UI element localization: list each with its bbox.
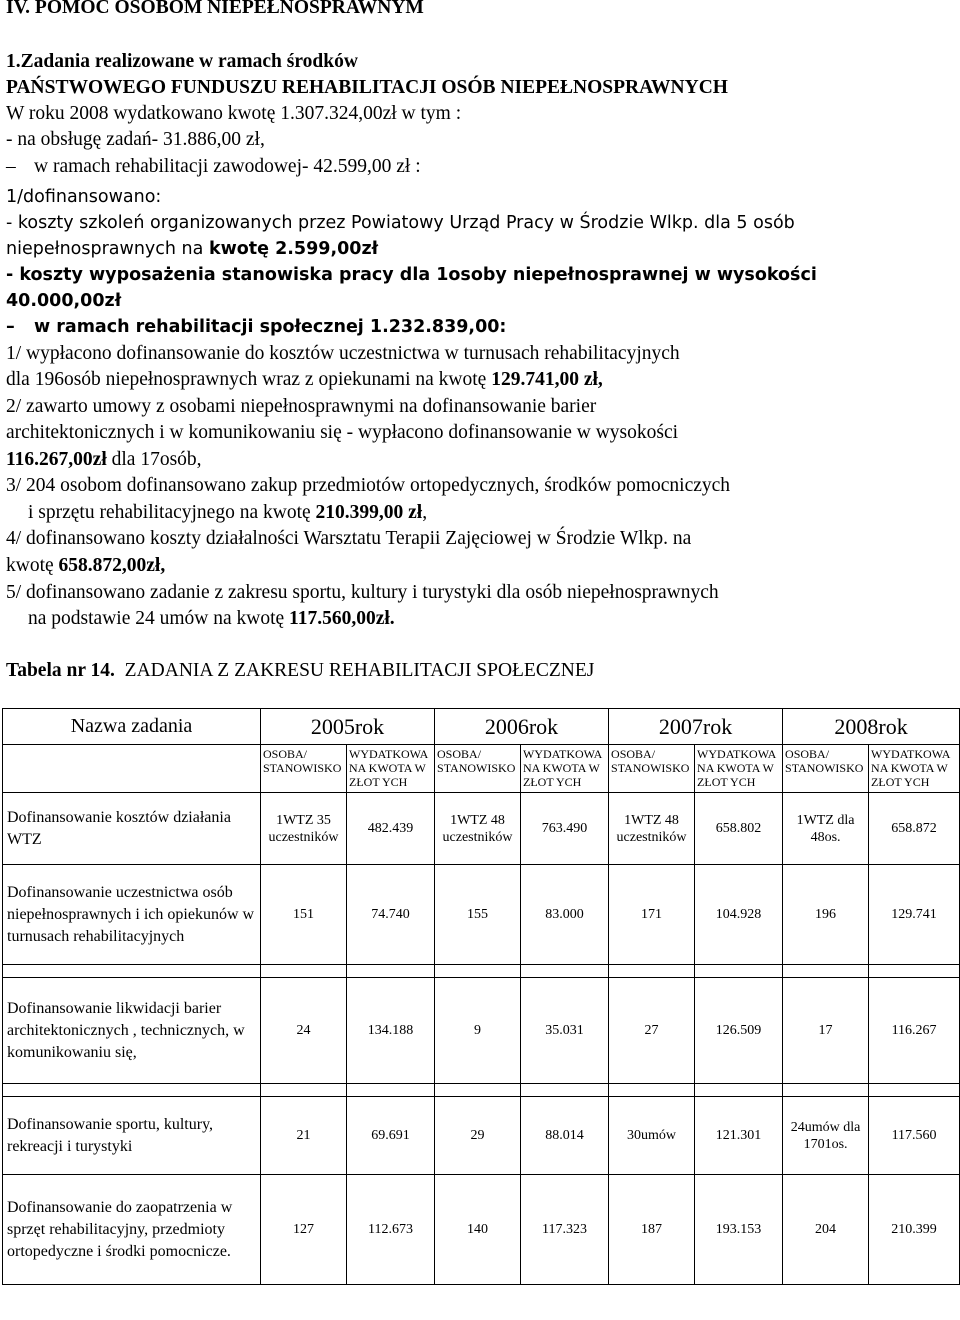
cell-persons: 1WTZ 48 uczestników	[609, 793, 695, 865]
cell-amount: 121.301	[695, 1097, 783, 1175]
cell-persons: 9	[435, 978, 521, 1084]
chapter-heading: IV. POMOC OSOBOM NIEPEŁNOSPRAWNYM	[6, 0, 424, 18]
header-year: 2006rok	[435, 709, 609, 745]
section-title: 1.Zadania realizowane w ramach środków	[6, 51, 358, 72]
cell-persons: 140	[435, 1175, 521, 1285]
cell-amount: 83.000	[521, 865, 609, 965]
row-task-name: Dofinansowanie do zaopatrzenia w sprzęt rehabilitacyjny, przedmioty ortopedyczne i środki pomocnicze.	[3, 1175, 261, 1285]
subheader-persons: OSOBA/ STANOWISKO	[783, 745, 869, 793]
cell-persons: 171	[609, 865, 695, 965]
cell-persons: 30umów	[609, 1097, 695, 1175]
point-4-line-2: kwotę 658.872,00zł,	[6, 555, 166, 576]
cell-persons: 21	[261, 1097, 347, 1175]
table-row	[3, 1097, 960, 1175]
sub-title: 1/dofinansowano:	[6, 187, 162, 207]
cell-amount: 116.267	[869, 978, 960, 1084]
cell-persons: 1WTZ 48 uczestników	[435, 793, 521, 865]
table-spacer-row	[3, 965, 960, 978]
cell-persons: 1WTZ dla 48os.	[783, 793, 869, 865]
cell-persons: 204	[783, 1175, 869, 1285]
table-subheader-row	[3, 745, 960, 793]
table-row	[3, 978, 960, 1084]
cell-amount: 129.741	[869, 865, 960, 965]
fund-name: PAŃSTWOWEGO FUNDUSZU REHABILITACJI OSÓB NIEPEŁNOSPRAWNYCH	[6, 77, 728, 98]
table-row	[3, 1175, 960, 1285]
cell-persons: 24umów dla 1701os.	[783, 1097, 869, 1175]
point-3-line-2: i sprzętu rehabilitacyjnego na kwotę 210.399,00 zł,	[28, 502, 428, 523]
cell-amount: 134.188	[347, 978, 435, 1084]
cell-persons: 27	[609, 978, 695, 1084]
header-year: 2005rok	[261, 709, 435, 745]
point-3-line-1: 3/ 204 osobom dofinansowano zakup przedmiotów ortopedycznych, środków pomocniczych	[6, 475, 731, 496]
row-task-name: Dofinansowanie kosztów działania WTZ	[3, 793, 261, 865]
cell-amount: 117.323	[521, 1175, 609, 1285]
cell-persons: 155	[435, 865, 521, 965]
point-1-line-1: 1/ wypłacono dofinansowanie do kosztów uczestnictwa w turnusach rehabilitacyjnych	[6, 343, 680, 364]
sub-item-2-line-2: 40.000,00zł	[6, 291, 122, 311]
table-spacer-row	[3, 1084, 960, 1097]
point-5-line-1: 5/ dofinansowano zadanie z zakresu sportu, kultury i turystyki dla osób niepełnosprawnych	[6, 582, 719, 603]
sub-item-2-line-1: - koszty wyposażenia stanowiska pracy dla 1osoby niepełnosprawnej w wysokości	[6, 265, 817, 285]
total-spending: W roku 2008 wydatkowano kwotę 1.307.324,00zł w tym :	[6, 103, 462, 124]
cell-amount: 69.691	[347, 1097, 435, 1175]
subheader-spending: WYDATKOWA NA KWOTA W ZŁOT YCH	[695, 745, 783, 793]
subheader-spending: WYDATKOWA NA KWOTA W ZŁOT YCH	[521, 745, 609, 793]
cell-amount: 74.740	[347, 865, 435, 965]
cell-amount: 126.509	[695, 978, 783, 1084]
subheader-spending: WYDATKOWA NA KWOTA W ZŁOT YCH	[869, 745, 960, 793]
cell-persons: 29	[435, 1097, 521, 1175]
subheader-persons: OSOBA/ STANOWISKO	[609, 745, 695, 793]
point-2-line-3: 116.267,00zł dla 17osób,	[6, 449, 202, 470]
cell-amount: 112.673	[347, 1175, 435, 1285]
table-header-row	[3, 709, 960, 745]
row-task-name: Dofinansowanie sportu, kultury, rekreacji i turystyki	[3, 1097, 261, 1175]
subheader-spending: WYDATKOWA NA KWOTA W ZŁOT YCH	[347, 745, 435, 793]
cell-amount: 210.399	[869, 1175, 960, 1285]
cell-amount: 88.014	[521, 1097, 609, 1175]
subheader-persons: OSOBA/ STANOWISKO	[261, 745, 347, 793]
point-4-line-1: 4/ dofinansowano koszty działalności Warsztatu Terapii Zajęciowej w Środzie Wlkp. na	[6, 528, 692, 549]
bullet-dash-icon: –	[6, 156, 16, 177]
point-5-line-2: na podstawie 24 umów na kwotę 117.560,00zł.	[28, 608, 395, 629]
cell-persons: 17	[783, 978, 869, 1084]
row-task-name: Dofinansowanie likwidacji barier architektonicznych , technicznych, w komunikowaniu się,	[3, 978, 261, 1084]
cell-persons: 187	[609, 1175, 695, 1285]
cell-amount: 658.802	[695, 793, 783, 865]
point-2-line-2: architektonicznych i w komunikowaniu się - wypłacono dofinansowanie w wysokości	[6, 422, 679, 443]
item-social: – w ramach rehabilitacji społecznej 1.232.839,00:	[6, 317, 507, 337]
cell-persons: 196	[783, 865, 869, 965]
header-year: 2008rok	[783, 709, 960, 745]
header-year: 2007rok	[609, 709, 783, 745]
cell-amount: 104.928	[695, 865, 783, 965]
rehabilitation-table	[2, 708, 960, 1285]
bullet-dash-icon: –	[6, 317, 15, 337]
table-row	[3, 865, 960, 965]
point-1-line-2: dla 196osób niepełnosprawnych wraz z opiekunami na kwotę 129.741,00 zł,	[6, 369, 603, 390]
cell-amount: 193.153	[695, 1175, 783, 1285]
cell-amount: 658.872	[869, 793, 960, 865]
item-vocational: – w ramach rehabilitacji zawodowej- 42.599,00 zł :	[6, 156, 421, 177]
row-task-name: Dofinansowanie uczestnictwa osób niepełnosprawnych i ich opiekunów w turnusach rehabilitacyjnych	[3, 865, 261, 965]
subheader-blank	[3, 745, 261, 793]
cell-persons: 127	[261, 1175, 347, 1285]
header-task-name: Nazwa zadania	[3, 709, 261, 745]
cell-persons: 151	[261, 865, 347, 965]
point-2-line-1: 2/ zawarto umowy z osobami niepełnosprawnymi na dofinansowanie barier	[6, 396, 597, 417]
subheader-persons: OSOBA/ STANOWISKO	[435, 745, 521, 793]
sub-item-1-line-1: - koszty szkoleń organizowanych przez Powiatowy Urząd Pracy w Środzie Wlkp. dla 5 osób	[6, 213, 795, 233]
table-row	[3, 793, 960, 865]
cell-amount: 35.031	[521, 978, 609, 1084]
sub-item-1-line-2: niepełnosprawnych na kwotę 2.599,00zł	[6, 239, 379, 259]
item-administration: - na obsługę zadań- 31.886,00 zł,	[6, 129, 265, 150]
table-caption: Tabela nr 14. ZADANIA Z ZAKRESU REHABILITACJI SPOŁECZNEJ	[6, 660, 595, 681]
cell-amount: 117.560	[869, 1097, 960, 1175]
cell-amount: 763.490	[521, 793, 609, 865]
cell-persons: 24	[261, 978, 347, 1084]
cell-amount: 482.439	[347, 793, 435, 865]
cell-persons: 1WTZ 35 uczestników	[261, 793, 347, 865]
